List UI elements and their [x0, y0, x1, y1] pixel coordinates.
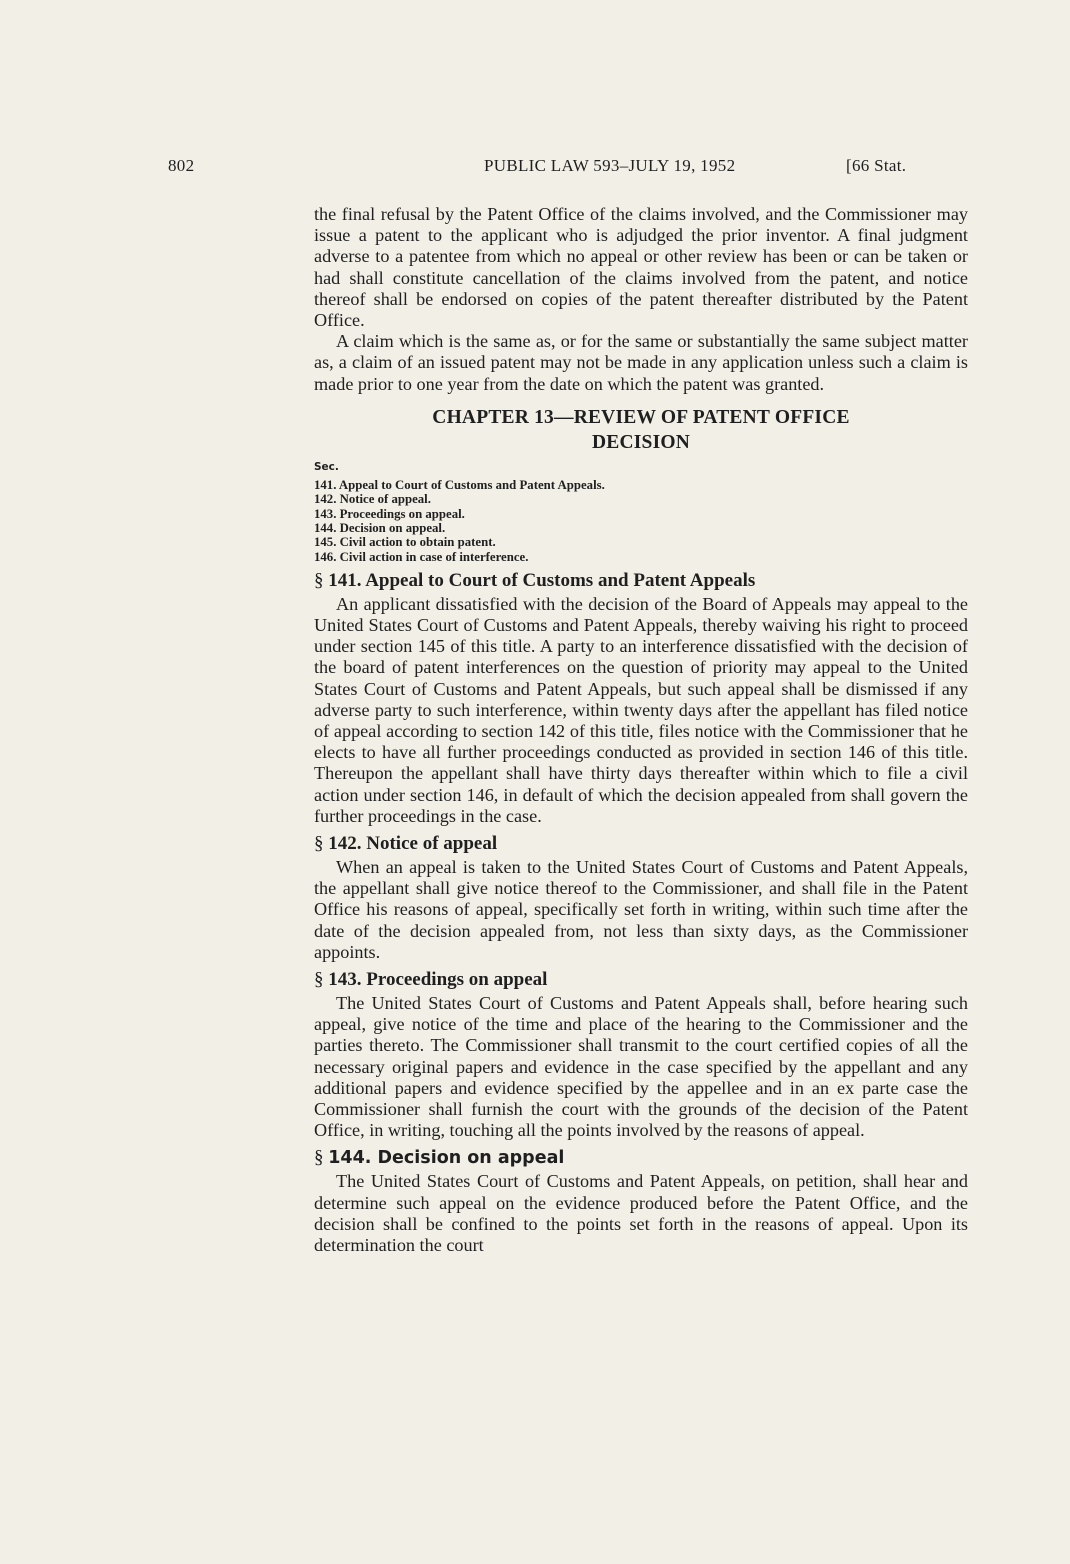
page-number: 802: [168, 156, 195, 175]
intro-paragraph: A claim which is the same as, or for the same or substantially the same subject matter as, a claim of an issued patent may not be made in any application unless such a claim is made prior to one year from the date on which the patent was granted.: [314, 331, 968, 394]
section-symbol: §: [314, 833, 324, 855]
section-index-item: 141. Appeal to Court of Customs and Patent Appeals.: [314, 478, 605, 493]
header-title: PUBLIC LAW 593–JULY 19, 1952: [484, 156, 736, 175]
section-heading: [314, 833, 968, 855]
section-heading: [314, 1147, 968, 1169]
section-text: The United States Court of Customs and Patent Appeals, on petition, shall hear and determine such appeal on the evidence produced before the Patent Office, and the decision shall be confined to the points set forth in the reasons of appeal. Upon its determination the court: [314, 1171, 968, 1256]
statute-reference: [66 Stat.: [846, 156, 907, 175]
section-index-item: 142. Notice of appeal.: [314, 492, 431, 507]
section-title: 142. Notice of appeal: [328, 833, 498, 855]
section-symbol: §: [314, 1147, 324, 1169]
section-index: [314, 478, 968, 564]
section-symbol: §: [314, 569, 324, 591]
section-text: When an appeal is taken to the United States Court of Customs and Patent Appeals, the appellant shall give notice thereof to the Commissioner, and shall file in the Patent Office his reasons of appeal, specifically set forth in writing, within such time after the date of the decision appealed from, not less than sixty days, as the Commissioner appoints.: [314, 857, 968, 962]
chapter-heading: [314, 405, 968, 455]
section-index-item: 144. Decision on appeal.: [314, 520, 446, 535]
chapter-title-line: CHAPTER 13—REVIEW OF PATENT OFFICE: [432, 406, 850, 428]
intro-paragraph: the final refusal by the Patent Office of the claims involved, and the Commissioner may issue a patent to the applicant who is adjudged the prior inventor. A final judgment adverse to a patentee from which no appeal or other review has been or can be taken or had shall constitute cancellation of the claims involved from the patent, and notice thereof shall be endorsed on copies of the patent thereafter distributed by the Patent Office.: [314, 204, 968, 331]
section-text: The United States Court of Customs and Patent Appeals shall, before hearing such appeal, give notice of the time and place of the hearing to the Commissioner and the parties thereto. The Commissioner shall transmit to the court certified copies of all the necessary original papers and evidence in the case specified by the appellant and any additional papers and evidence specified by the appellee and in an ex parte case the Commissioner shall furnish the court with the grounds of the decision of the Patent Office, in writing, touching all the points involved by the reasons of appeal.: [314, 993, 968, 1141]
section-title: 144. Decision on appeal: [328, 1148, 565, 1169]
page-header: [0, 156, 1070, 180]
section-title: 143. Proceedings on appeal: [328, 969, 548, 991]
section-symbol: §: [314, 969, 324, 991]
chapter-title-line: DECISION: [591, 431, 691, 453]
section-heading: [314, 570, 968, 592]
section-heading: [314, 969, 968, 991]
section-title: 141. Appeal to Court of Customs and Patent Appeals: [328, 569, 756, 591]
section-index-item: 145. Civil action to obtain patent.: [314, 535, 496, 550]
section-index-item: 143. Proceedings on appeal.: [314, 506, 465, 521]
section-index-item: 146. Civil action in case of interference.: [314, 549, 529, 564]
page-body: [314, 204, 968, 1256]
sec-label: Sec.: [314, 460, 339, 473]
section-text: An applicant dissatisfied with the decision of the Board of Appeals may appeal to the United States Court of Customs and Patent Appeals, thereby waiving his right to proceed under section 145 of this title. A party to an interference dissatisfied with the decision of the board of patent interferences on the question of priority may appeal to the United States Court of Customs and Patent Appeals, but such appeal shall be dismissed if any adverse party to such interference, within twenty days after the appellant has filed notice of appeal according to section 142 of this title, files notice with the Commissioner that he elects to have all further proceedings conducted as provided in section 146 of this title. Thereupon the appellant shall have thirty days thereafter within which to file a civil action under section 146, in default of which the decision appealed from shall govern the further proceedings in the case.: [314, 593, 968, 826]
